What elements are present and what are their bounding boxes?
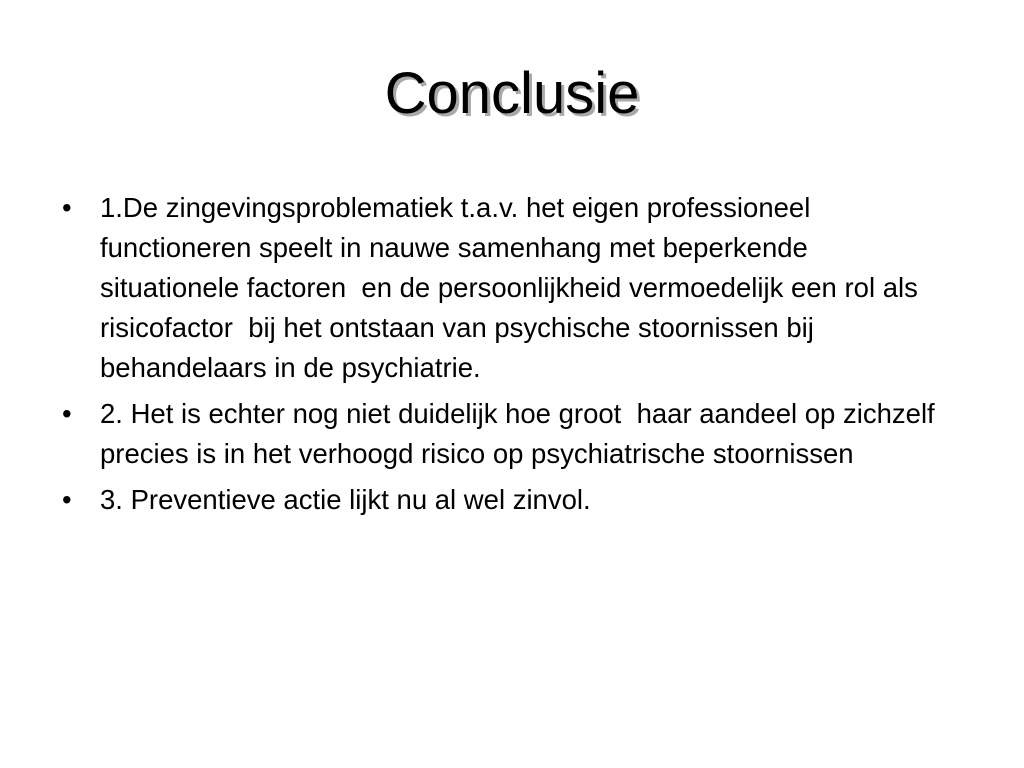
list-item <box>62 480 962 520</box>
bullet-text: 3. Preventieve actie lijkt nu al wel zinvol. <box>100 484 591 515</box>
bullet-icon: • <box>62 398 72 429</box>
bullet-list <box>62 188 962 526</box>
bullet-text: 1.De zingevingsproblematiek t.a.v. het eigen professioneel functioneren speelt in nauwe samenhang met beperkende situationele factoren en de persoonlijkheid vermoedelijk een rol als risicofactor bij het ontstaan van psychische stoornissen bij behandelaars in de psychiatrie. <box>100 192 926 383</box>
bullet-icon: • <box>62 484 72 515</box>
list-item <box>62 188 962 388</box>
bullet-icon: • <box>62 192 72 223</box>
list-item <box>62 394 962 474</box>
slide-title: Conclusie <box>384 61 640 126</box>
bullet-text: 2. Het is echter nog niet duidelijk hoe groot haar aandeel op zichzelf precies is in het verhoogd risico op psychiatrische stoornissen <box>100 398 943 469</box>
